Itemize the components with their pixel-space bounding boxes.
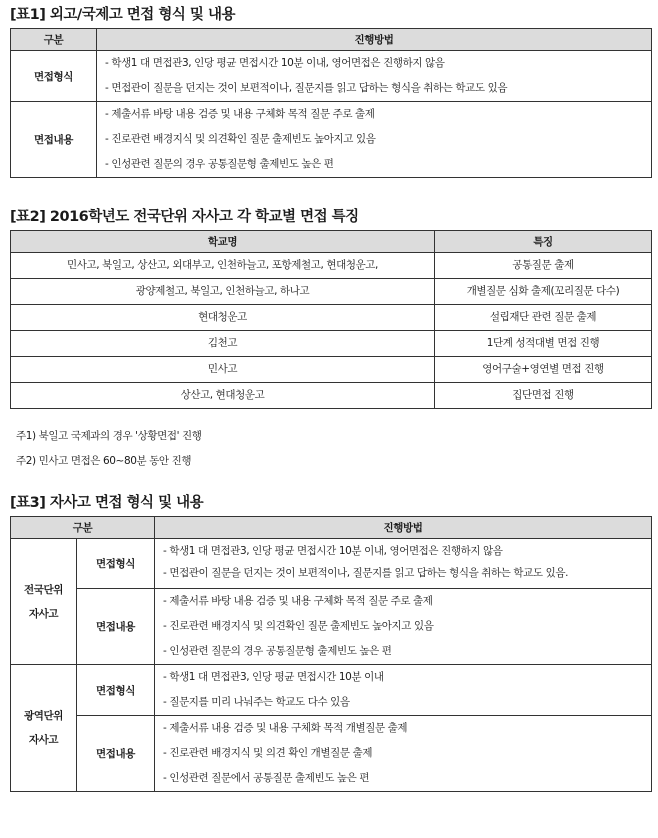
list-item: - 학생1 대 면접관3, 인당 평균 면접시간 10분 이내, 영어면접은 진행하지 않음 — [163, 545, 503, 557]
row-label: 면접내용 — [77, 716, 155, 792]
list-item: - 제출서류 바탕 내용 검증 및 내용 구체화 목적 질문 주로 출제 — [105, 108, 375, 120]
table2-header-school: 학교명 — [11, 231, 435, 253]
group-label-line: 자사고 — [28, 607, 59, 620]
table-row — [11, 589, 652, 665]
table-row — [11, 51, 652, 102]
feature-cell: 1단계 성적대별 면접 진행 — [435, 331, 652, 357]
group-label — [11, 539, 77, 665]
row-label: 면접내용 — [77, 589, 155, 665]
row-content — [155, 589, 652, 665]
table3-title: [표3] 자사고 면접 형식 및 내용 — [10, 495, 204, 511]
list-item: - 인성관련 질문의 경우 공통질문형 출제빈도 높은 편 — [105, 158, 334, 170]
list-item: - 제출서류 바탕 내용 검증 및 내용 구체화 목적 질문 주로 출제 — [163, 595, 433, 607]
table1-header-row — [11, 29, 652, 51]
table-row — [11, 305, 652, 331]
group-label-line: 전국단위 — [24, 583, 63, 596]
list-item: - 질문지를 미리 나눠주는 학교도 다수 있음 — [163, 696, 350, 708]
school-cell: 상산고, 현대청운고 — [11, 383, 435, 409]
table1 — [10, 28, 652, 178]
list-item: - 학생1 대 면접관3, 인당 평균 면접시간 10분 이내 — [163, 671, 384, 683]
table-row — [11, 716, 652, 792]
row-content — [97, 51, 652, 102]
table2-header-row — [11, 231, 652, 253]
school-cell: 현대청운고 — [11, 305, 435, 331]
list-item: - 진로관련 배경지식 및 의견확인 질문 출제빈도 높아지고 있음 — [163, 620, 434, 632]
table2 — [10, 230, 652, 409]
table3 — [10, 516, 652, 792]
table-row — [11, 539, 652, 589]
table1-header-method: 진행방법 — [97, 29, 652, 51]
list-item: - 진로관련 배경지식 및 의견확인 질문 출제빈도 높아지고 있음 — [105, 133, 376, 145]
table1-header-category: 구분 — [11, 29, 97, 51]
table2-note-2: 주2) 민사고 면접은 60~80분 동안 진행 — [16, 455, 192, 467]
row-content — [155, 716, 652, 792]
table-row — [11, 253, 652, 279]
table2-header-feature: 특징 — [435, 231, 652, 253]
table-row — [11, 279, 652, 305]
list-item: - 면접관이 질문을 던지는 것이 보편적이나, 질문지를 읽고 답하는 형식을 취하는 학교도 있음. — [163, 567, 569, 579]
row-content — [155, 665, 652, 716]
row-label: 면접형식 — [11, 51, 97, 102]
row-label: 면접형식 — [77, 665, 155, 716]
group-label-line: 광역단위 — [24, 710, 63, 722]
list-item: - 면접관이 질문을 던지는 것이 보편적이나, 질문지를 읽고 답하는 형식을 취하는 학교도 있음 — [105, 82, 508, 94]
school-cell: 광양제철고, 북일고, 인천하늘고, 하나고 — [11, 279, 435, 305]
table-row — [11, 665, 652, 716]
row-content — [97, 102, 652, 178]
table3-header-method: 진행방법 — [155, 517, 652, 539]
table-row — [11, 383, 652, 409]
table3-header-category: 구분 — [11, 517, 155, 539]
school-cell: 민사고 — [11, 357, 435, 383]
feature-cell: 집단면접 진행 — [435, 383, 652, 409]
table-row — [11, 357, 652, 383]
table-row — [11, 331, 652, 357]
list-item: - 진로관련 배경지식 및 의견 확인 개별질문 출제 — [163, 747, 373, 759]
list-item: - 인성관련 질문의 경우 공통질문형 출제빈도 높은 편 — [163, 645, 392, 657]
list-item: - 인성관련 질문에서 공통질문 출제빈도 높은 편 — [163, 772, 370, 784]
school-cell: 김천고 — [11, 331, 435, 357]
feature-cell: 공통질문 출제 — [435, 253, 652, 279]
row-content — [155, 539, 652, 589]
list-item: - 제출서류 내용 검증 및 내용 구체화 목적 개별질문 출제 — [163, 722, 408, 734]
group-label — [11, 665, 77, 792]
table-row — [11, 102, 652, 178]
school-cell: 민사고, 북일고, 상산고, 외대부고, 인천하늘고, 포항제철고, 현대청운고, — [11, 253, 435, 279]
table2-title: [표2] 2016학년도 전국단위 자사고 각 학교별 면접 특징 — [10, 209, 359, 225]
list-item: - 학생1 대 면접관3, 인당 평균 면접시간 10분 이내, 영어면접은 진행하지 않음 — [105, 57, 445, 69]
group-label-line: 자사고 — [28, 734, 59, 746]
table2-note-1: 주1) 북일고 국제과의 경우 '상황면접' 진행 — [16, 430, 202, 442]
row-label: 면접형식 — [77, 539, 155, 589]
table1-title: [표1] 외고/국제고 면접 형식 및 내용 — [10, 7, 235, 23]
feature-cell: 영어구술+영연별 면접 진행 — [435, 357, 652, 383]
row-label: 면접내용 — [11, 102, 97, 178]
feature-cell: 개별질문 심화 출제(꼬리질문 다수) — [435, 279, 652, 305]
feature-cell: 설립재단 관련 질문 출제 — [435, 305, 652, 331]
table3-header-row — [11, 517, 652, 539]
